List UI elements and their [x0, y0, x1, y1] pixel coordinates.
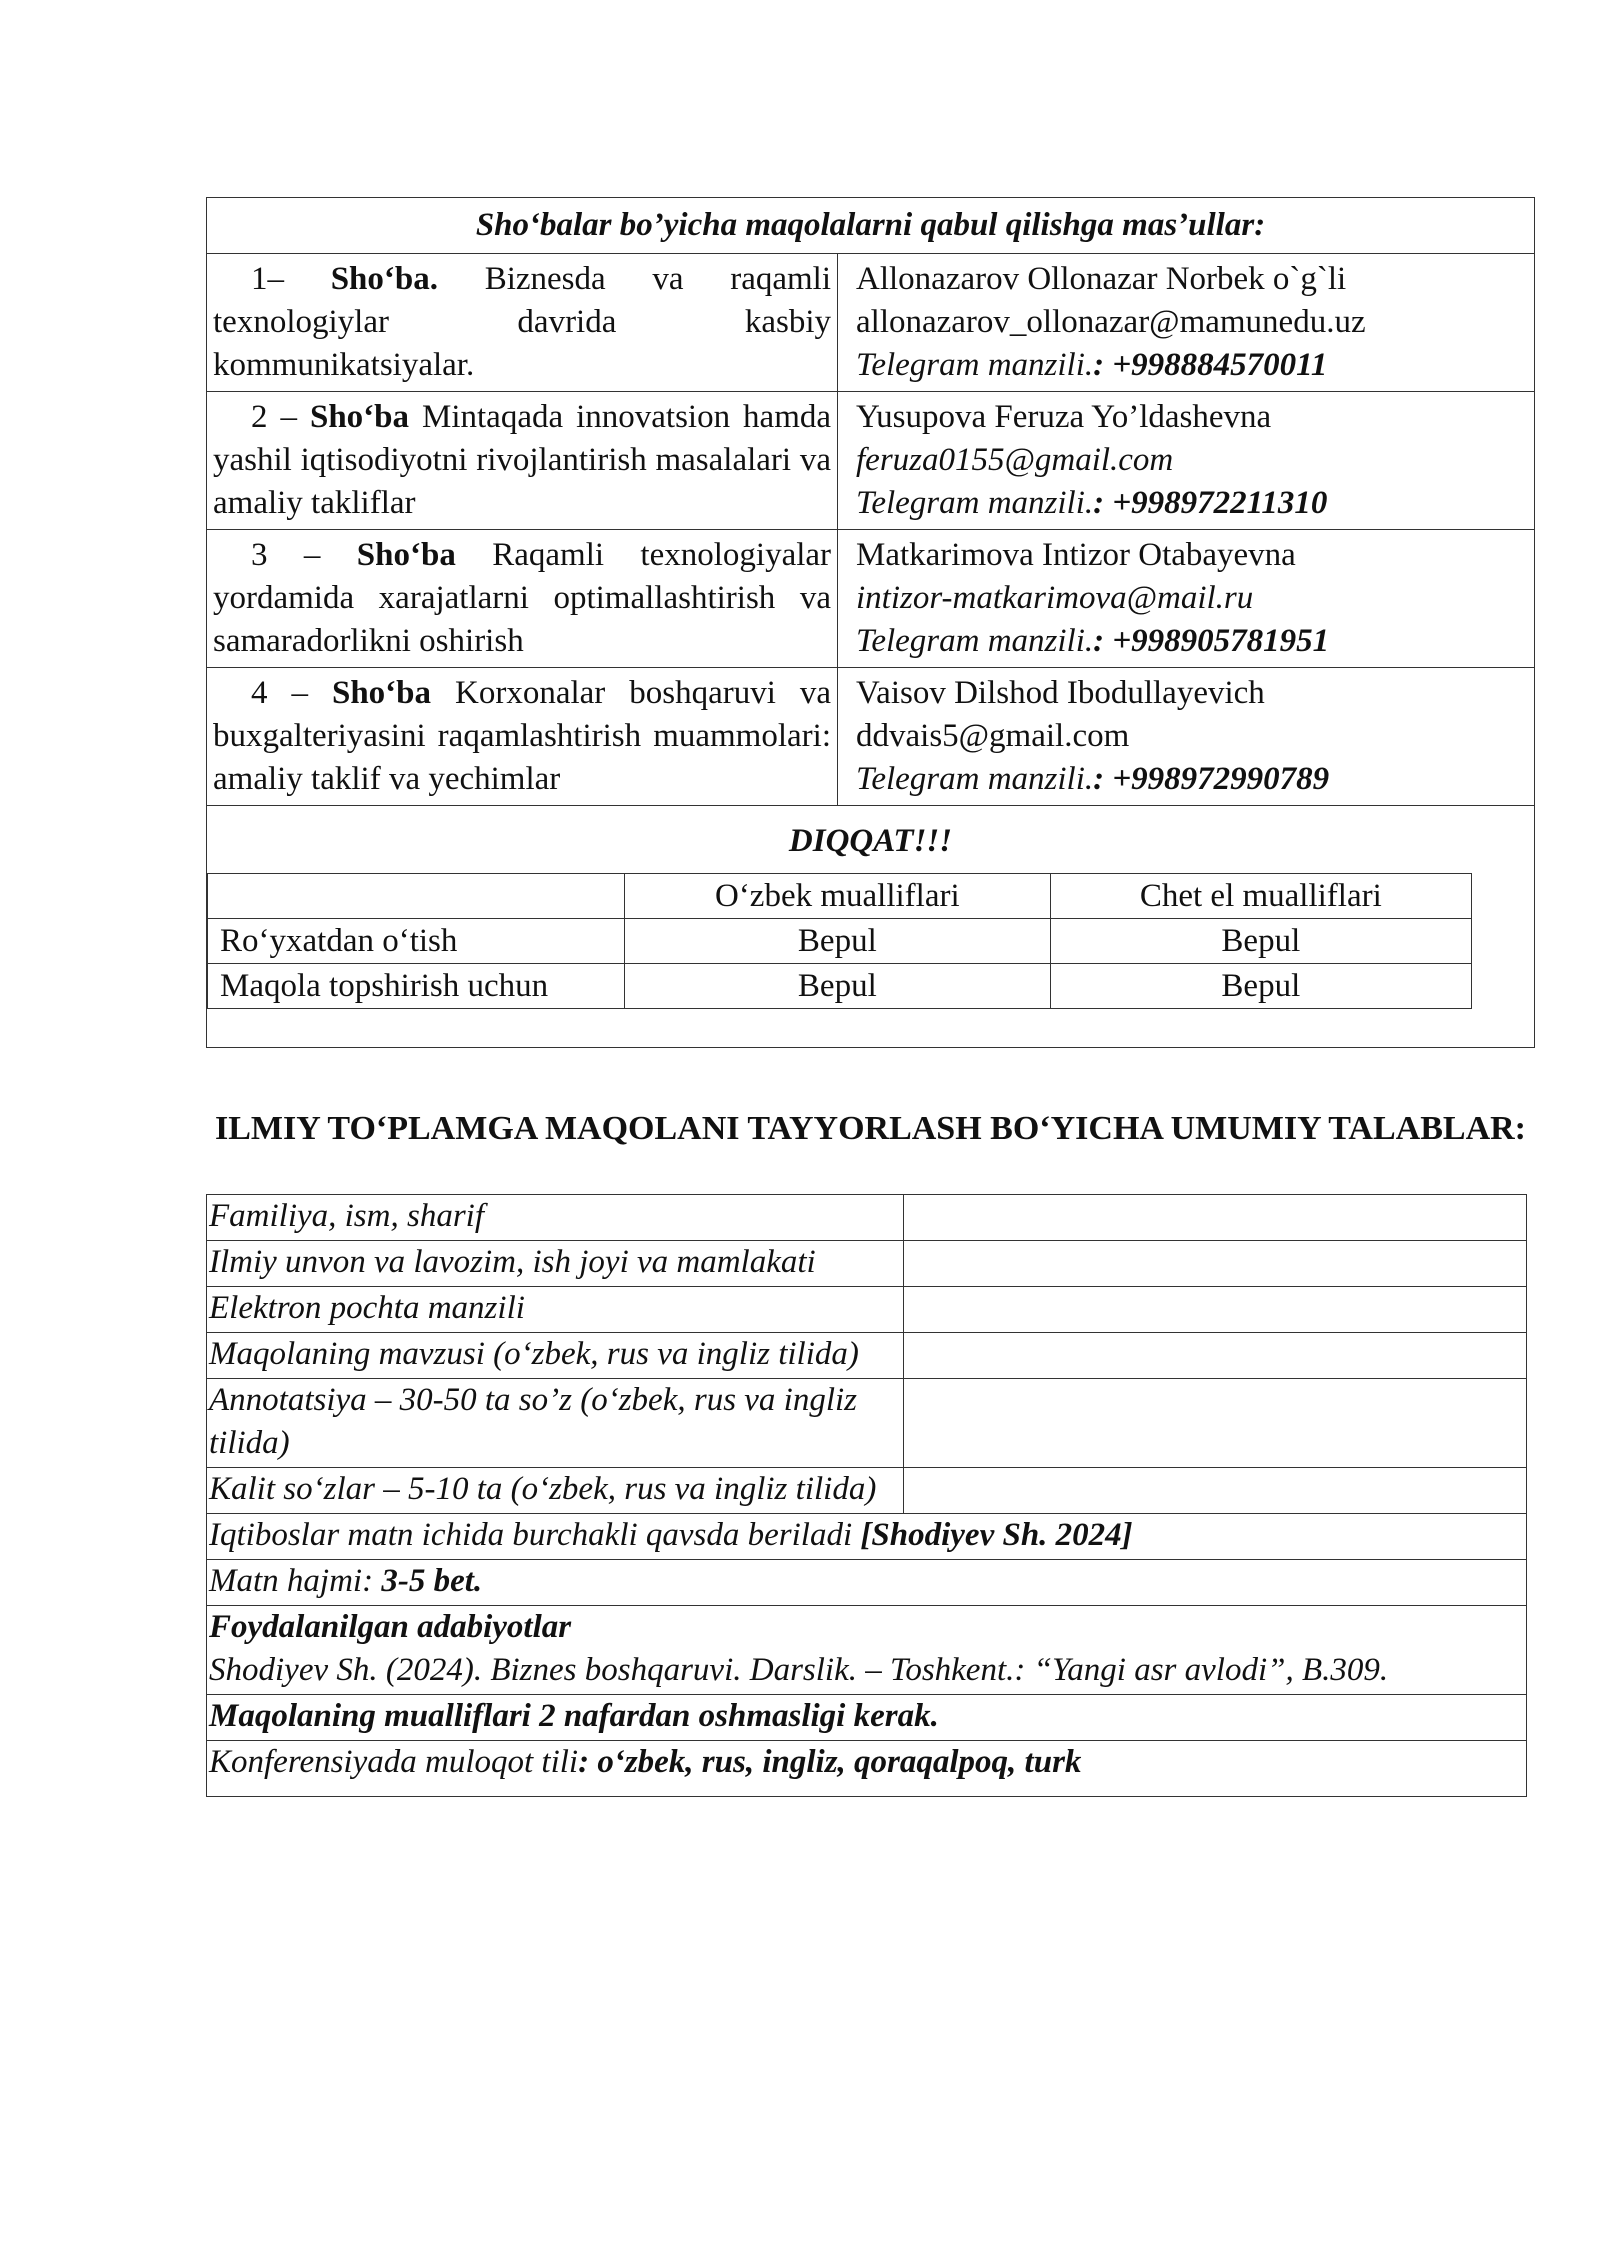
- section-contact-cell: [838, 392, 1535, 530]
- section-title-cell: [207, 668, 838, 806]
- language-label: Konferensiyada muloqot tili: [209, 1744, 579, 1780]
- section-title-cell: [207, 254, 838, 392]
- fees-header-cell: O‘zbek mualliflari: [625, 874, 1051, 919]
- citations-text: Iqtiboslar matn ichida burchakli qavsda beriladi: [209, 1517, 861, 1553]
- form-field-label: Ilmiy unvon va lavozim, ish joyi va mamlakati: [207, 1241, 904, 1287]
- contact-email: intizor-matkarimova@mail.ru: [856, 580, 1254, 616]
- section-row: [207, 392, 1535, 530]
- references-example: Shodiyev Sh. (2024). Biznes boshqaruvi. Darslik. – Toshkent.: “Yangi asr avlodi”, B.309.: [209, 1652, 1389, 1688]
- form-field-value: [904, 1287, 1527, 1333]
- requirements-title: ILMIY TO‘PLAMGA MAQOLANI TAYYORLASH BO‘YICHA UMUMIY TALABLAR:: [214, 1110, 1526, 1147]
- telegram-label: Telegram manzili.: [856, 623, 1094, 659]
- fees-header-cell: [208, 874, 625, 919]
- form-field-row: [207, 1241, 1527, 1287]
- contact-email: ddvais5@gmail.com: [856, 718, 1130, 754]
- requirements-table: [206, 1194, 1527, 1797]
- fees-table: [207, 873, 1472, 1009]
- notice-cell: [207, 806, 1535, 1048]
- fees-cell: Bepul: [625, 919, 1051, 964]
- section-row: [207, 254, 1535, 392]
- telegram-label: Telegram manzili.: [856, 347, 1094, 383]
- fees-header-cell: Chet el mualliflari: [1050, 874, 1471, 919]
- contact-telegram: [856, 482, 1528, 525]
- telegram-label: Telegram manzili.: [856, 761, 1094, 797]
- contact-person: Vaisov Dilshod Ibodullayevich: [856, 675, 1265, 711]
- form-field-row: [207, 1195, 1527, 1241]
- form-field-label: Maqolaning mavzusi (o‘zbek, rus va ingliz tilida): [207, 1333, 904, 1379]
- form-field-value: [904, 1379, 1527, 1468]
- section-row: [207, 668, 1535, 806]
- authors-rule: Maqolaning mualliflari 2 nafardan oshmasligi kerak.: [207, 1695, 1527, 1741]
- form-field-row: [207, 1287, 1527, 1333]
- telegram-number: : +998972211310: [1093, 485, 1328, 521]
- volume-cell: [207, 1560, 1527, 1606]
- section-number: 4 –: [251, 675, 308, 711]
- form-field-label: Elektron pochta manzili: [207, 1287, 904, 1333]
- telegram-number: : +998905781951: [1093, 623, 1330, 659]
- authors-row: [207, 1695, 1527, 1741]
- form-field-label: Annotatsiya – 30-50 ta so’z (o‘zbek, rus va ingliz tilida): [207, 1379, 904, 1468]
- telegram-number: : +998884570011: [1093, 347, 1328, 383]
- citations-cell: [207, 1514, 1527, 1560]
- fees-row: [208, 919, 1472, 964]
- form-field-row: [207, 1333, 1527, 1379]
- form-field-value: [904, 1241, 1527, 1287]
- contact-email: allonazarov_ollonazar@mamunedu.uz: [856, 304, 1366, 340]
- fees-cell: Bepul: [1050, 964, 1471, 1009]
- language-value: : o‘zbek, rus, ingliz, qoraqalpoq, turk: [578, 1744, 1082, 1780]
- form-field-value: [904, 1333, 1527, 1379]
- contact-person: Yusupova Feruza Yo’ldashevna: [856, 399, 1272, 435]
- section-title: Biznesda va raqamli texnologiylar davrida kasbiy kommunikatsiyalar.: [213, 261, 831, 383]
- section-contact-cell: [838, 530, 1535, 668]
- fees-cell: Bepul: [1050, 919, 1471, 964]
- section-title: Raqamli texnologiyalar yordamida xarajatlarni optimallashtirish va samaradorlikni oshirish: [213, 537, 832, 659]
- section-title-cell: [207, 392, 838, 530]
- citations-row: [207, 1514, 1527, 1560]
- fees-cell: Bepul: [625, 964, 1051, 1009]
- references-cell: [207, 1606, 1527, 1695]
- volume-value: 3-5 bet.: [381, 1563, 483, 1599]
- language-cell: [207, 1741, 1527, 1797]
- references-row: [207, 1606, 1527, 1695]
- fees-row-label: Ro‘yxatdan o‘tish: [208, 919, 625, 964]
- contact-person: Allonazarov Ollonazar Norbek o`g`li: [856, 261, 1347, 297]
- sections-table: [206, 197, 1535, 1048]
- form-field-label: Kalit so‘zlar – 5-10 ta (o‘zbek, rus va ingliz tilida): [207, 1468, 904, 1514]
- volume-row: [207, 1560, 1527, 1606]
- form-field-value: [904, 1195, 1527, 1241]
- fees-row: [208, 964, 1472, 1009]
- section-contact-cell: [838, 668, 1535, 806]
- fees-header-row: [208, 874, 1472, 919]
- form-field-label: Familiya, ism, sharif: [207, 1195, 904, 1241]
- citations-example: [Shodiyev Sh. 2024]: [860, 1517, 1133, 1553]
- section-number: 2 –: [251, 399, 297, 435]
- section-title: Mintaqada innovatsion hamda yashil iqtisodiyotni rivojlantirish masalalari va amaliy takliflar: [213, 399, 832, 521]
- notice-title: DIQQAT!!!: [788, 823, 953, 859]
- form-field-row: [207, 1468, 1527, 1514]
- contact-telegram: [856, 344, 1528, 387]
- section-title: Korxonalar boshqaruvi va buxgalteriyasini raqamlashtirish muammolari: amaliy taklif va yechimlar: [213, 675, 832, 797]
- form-field-value: [904, 1468, 1527, 1514]
- contact-telegram: [856, 620, 1528, 663]
- form-field-row: [207, 1379, 1527, 1468]
- section-title-cell: [207, 530, 838, 668]
- references-heading: Foydalanilgan adabiyotlar: [209, 1609, 572, 1645]
- volume-label: Matn hajmi:: [209, 1563, 382, 1599]
- telegram-number: : +998972990789: [1093, 761, 1330, 797]
- section-label: Sho‘ba: [356, 537, 456, 573]
- section-contact-cell: [838, 254, 1535, 392]
- telegram-label: Telegram manzili.: [856, 485, 1094, 521]
- section-number: 3 –: [251, 537, 321, 573]
- section-number: 1–: [251, 261, 284, 297]
- sections-table-header: Sho‘balar bo’yicha maqolalarni qabul qilishga mas’ullar:: [207, 198, 1535, 254]
- section-label: Sho‘ba.: [330, 261, 439, 297]
- language-row: [207, 1741, 1527, 1797]
- section-label: Sho‘ba: [309, 399, 410, 435]
- contact-email: feruza0155@gmail.com: [856, 442, 1174, 478]
- fees-row-label: Maqola topshirish uchun: [208, 964, 625, 1009]
- section-label: Sho‘ba: [331, 675, 432, 711]
- section-row: [207, 530, 1535, 668]
- contact-person: Matkarimova Intizor Otabayevna: [856, 537, 1296, 573]
- contact-telegram: [856, 758, 1528, 801]
